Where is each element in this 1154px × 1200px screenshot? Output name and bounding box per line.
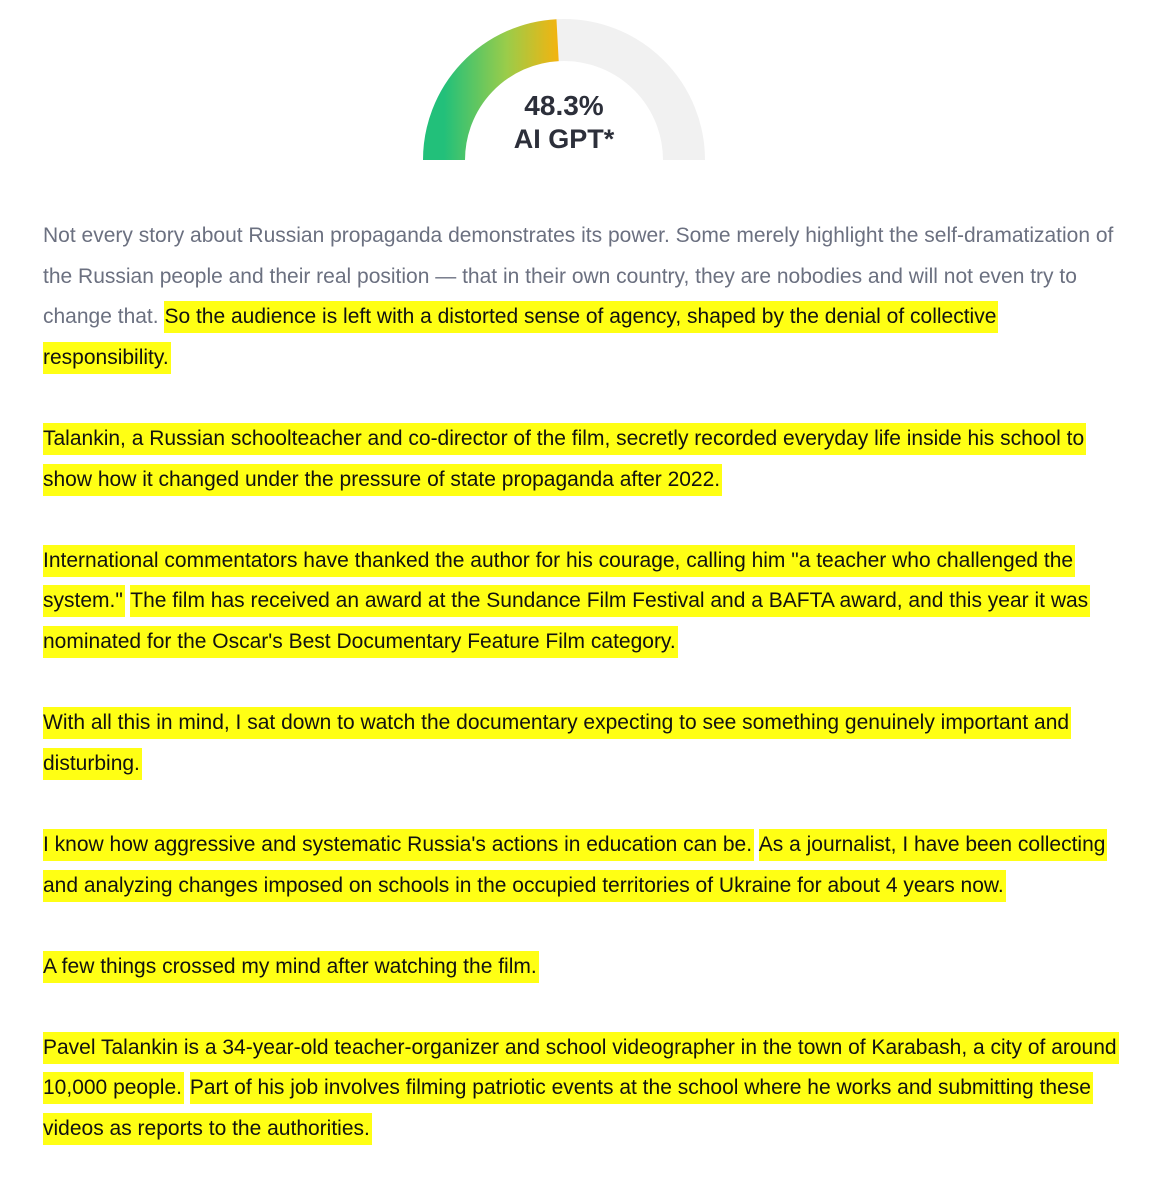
- ai-highlighted-text: The film has received an award at the Sundance Film Festival and a BAFTA award, and this year it was nominated for the Oscar's Best Documentary Feature Film category.: [43, 585, 1090, 658]
- ai-highlighted-text: A few things crossed my mind after watching the film.: [43, 951, 539, 983]
- ai-score-gauge: [423, 19, 705, 160]
- ai-highlighted-text: With all this in mind, I sat down to watch the documentary expecting to see something genuinely important and disturbing.: [43, 707, 1071, 780]
- analyzed-article: [43, 216, 1123, 1190]
- ai-highlighted-text: Pavel Talankin is a 34-year-old teacher-organizer and school videographer in the town of Karabash, a city of around 10,000 people.: [43, 1032, 1119, 1105]
- ai-score-label: AI GPT*: [513, 124, 615, 154]
- article-paragraph: [43, 216, 1123, 378]
- ai-highlighted-text: So the audience is left with a distorted sense of agency, shaped by the denial of collective responsibility.: [43, 301, 998, 374]
- plain-text: [184, 1076, 190, 1099]
- article-paragraph: [43, 825, 1123, 906]
- ai-highlighted-text: Part of his job involves filming patriotic events at the school where he works and submitting these videos as reports to the authorities.: [43, 1072, 1093, 1145]
- ai-highlighted-text: As a journalist, I have been collecting and analyzing changes imposed on schools in the occupied territories of Ukraine for about 4 years now.: [43, 829, 1107, 902]
- article-paragraph: [43, 947, 1123, 988]
- plain-text: Not every story about Russian propaganda demonstrates its power. Some merely highlight the self-dramatization of the Russian people and their real position — that in their own country, they are nobodies and will not even try to change that.: [43, 224, 1114, 329]
- article-paragraph: [43, 541, 1123, 663]
- article-paragraph: [43, 419, 1123, 500]
- ai-highlighted-text: I know how aggressive and systematic Russia's actions in education can be.: [43, 829, 754, 861]
- ai-score-percent: 48.3%: [524, 90, 604, 121]
- ai-highlighted-text: International commentators have thanked the author for his courage, calling him "a teacher who challenged the system.": [43, 545, 1075, 618]
- article-paragraph: [43, 703, 1123, 784]
- gauge-label: [423, 89, 705, 155]
- ai-highlighted-text: Talankin, a Russian schoolteacher and co-director of the film, secretly recorded everyday life inside his school to show how it changed under the pressure of state propaganda after 2022.: [43, 423, 1086, 496]
- article-paragraph: [43, 1028, 1123, 1150]
